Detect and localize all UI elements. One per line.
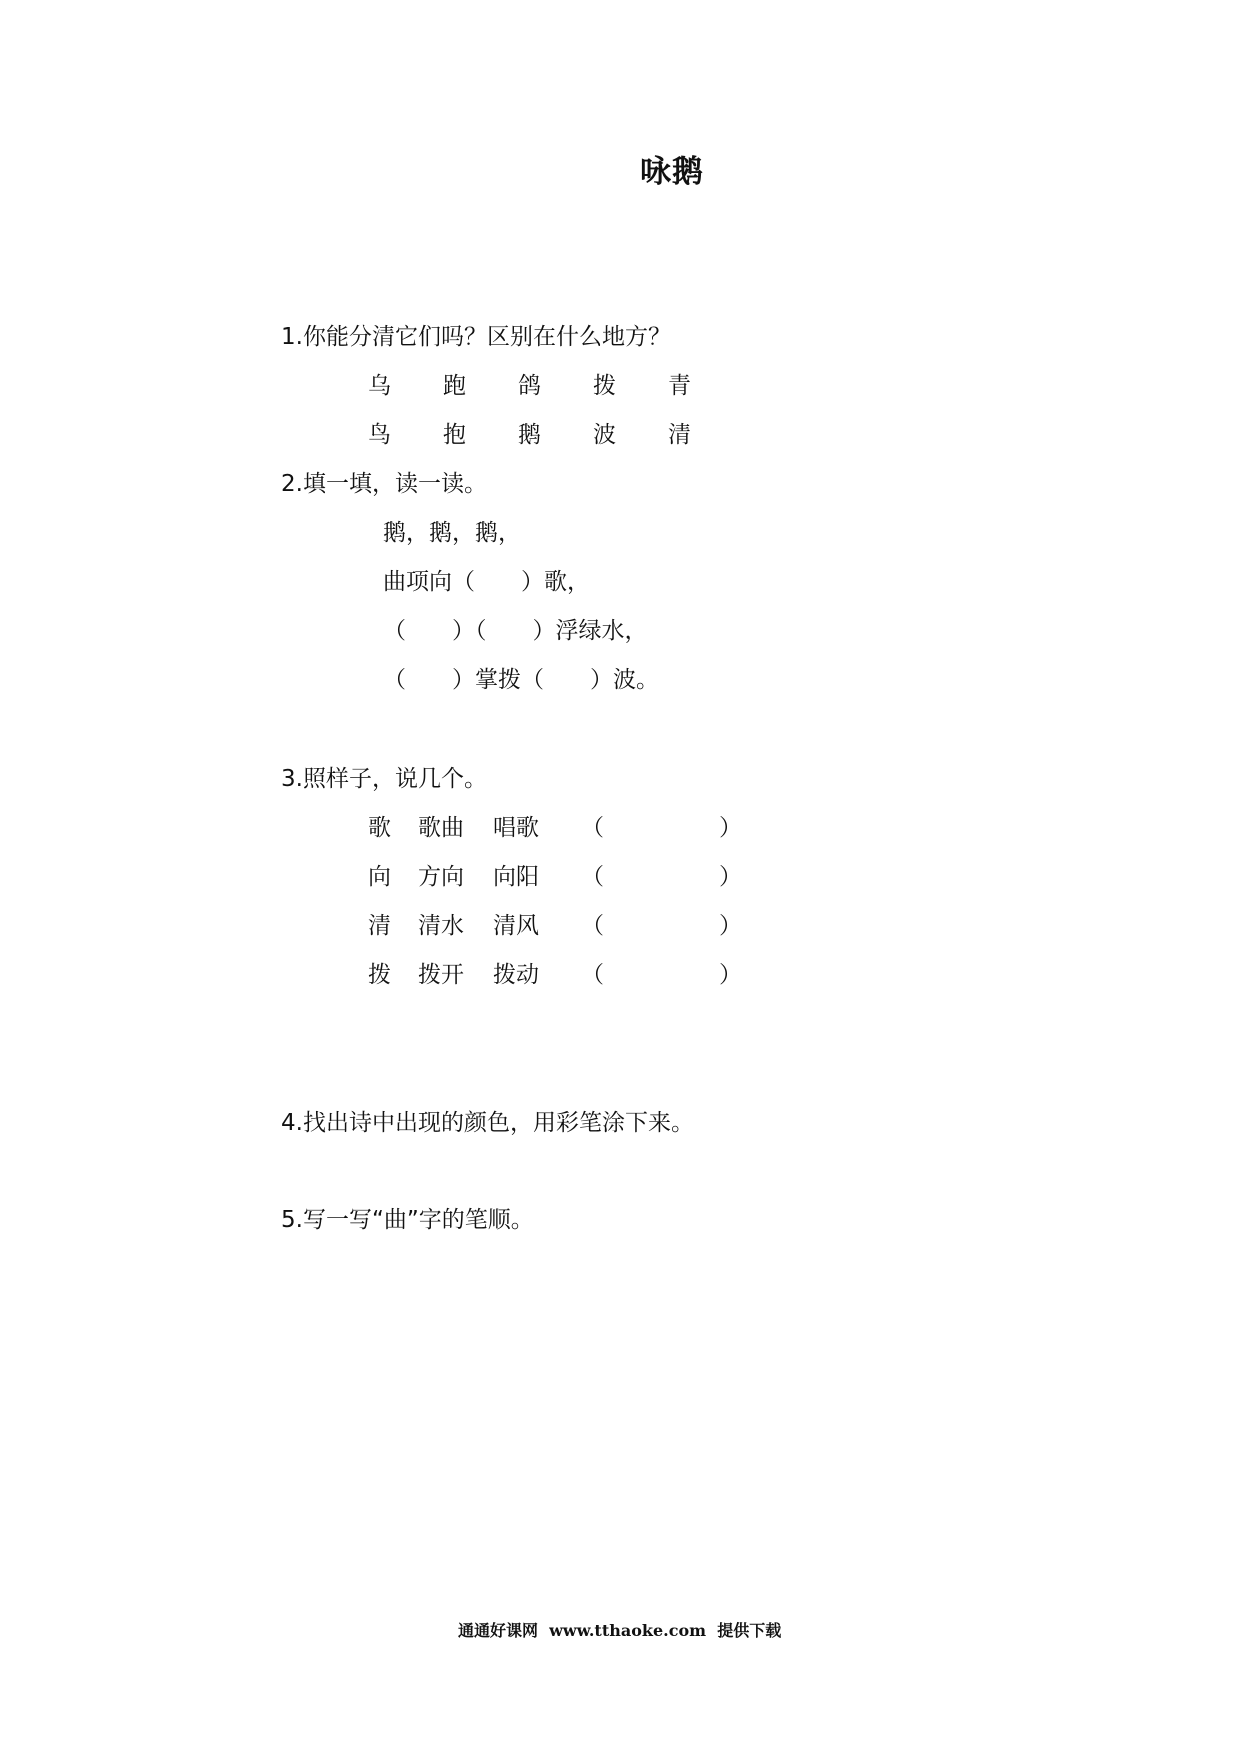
example-word-1: 方向	[418, 864, 464, 890]
base-char: 清	[368, 913, 391, 939]
answer-blank: （ ）	[581, 864, 742, 890]
page-title: 咏鹅	[640, 154, 704, 190]
example-word-1: 歌曲	[418, 815, 464, 841]
char-cell: 鸽	[518, 373, 541, 399]
question-2-prompt: 2.填一填，读一读。	[281, 471, 487, 497]
footer-credit: 通通好课网 www.tthaoke.com 提供下载	[458, 1621, 782, 1640]
char-cell: 波	[593, 422, 616, 448]
question-1-row-1	[368, 371, 691, 401]
example-word-2: 唱歌	[493, 815, 539, 841]
poem-line-2: 曲项向（ ）歌，	[383, 569, 590, 595]
poem-line-4: （ ）掌拨（ ）波。	[383, 667, 659, 693]
char-cell: 跑	[443, 373, 466, 399]
answer-blank: （ ）	[581, 913, 742, 939]
word-row	[368, 813, 742, 843]
base-char: 拨	[368, 962, 391, 988]
question-3-prompt: 3.照样子，说几个。	[281, 766, 487, 792]
char-cell: 鹅	[518, 422, 541, 448]
question-1-row-2	[368, 420, 691, 450]
example-word-1: 拨开	[418, 962, 464, 988]
char-cell: 清	[668, 422, 691, 448]
question-4-prompt: 4.找出诗中出现的颜色，用彩笔涂下来。	[281, 1110, 694, 1136]
word-row	[368, 862, 742, 892]
answer-blank: （ ）	[581, 815, 742, 841]
base-char: 向	[368, 864, 391, 890]
word-row	[368, 911, 742, 941]
example-word-2: 清风	[493, 913, 539, 939]
base-char: 歌	[368, 815, 391, 841]
example-word-2: 向阳	[493, 864, 539, 890]
example-word-1: 清水	[418, 913, 464, 939]
char-cell: 乌	[368, 373, 391, 399]
example-word-2: 拨动	[493, 962, 539, 988]
question-5-prompt: 5.写一写“曲”字的笔顺。	[281, 1207, 534, 1233]
question-1-prompt: 1.你能分清它们吗？区别在什么地方？	[281, 324, 671, 350]
char-cell: 鸟	[368, 422, 391, 448]
word-row	[368, 960, 742, 990]
char-cell: 青	[668, 373, 691, 399]
answer-blank: （ ）	[581, 962, 742, 988]
poem-line-1: 鹅，鹅，鹅，	[383, 520, 521, 546]
poem-line-3: （ ）（ ）浮绿水，	[383, 618, 648, 644]
char-cell: 抱	[443, 422, 466, 448]
char-cell: 拨	[593, 373, 616, 399]
